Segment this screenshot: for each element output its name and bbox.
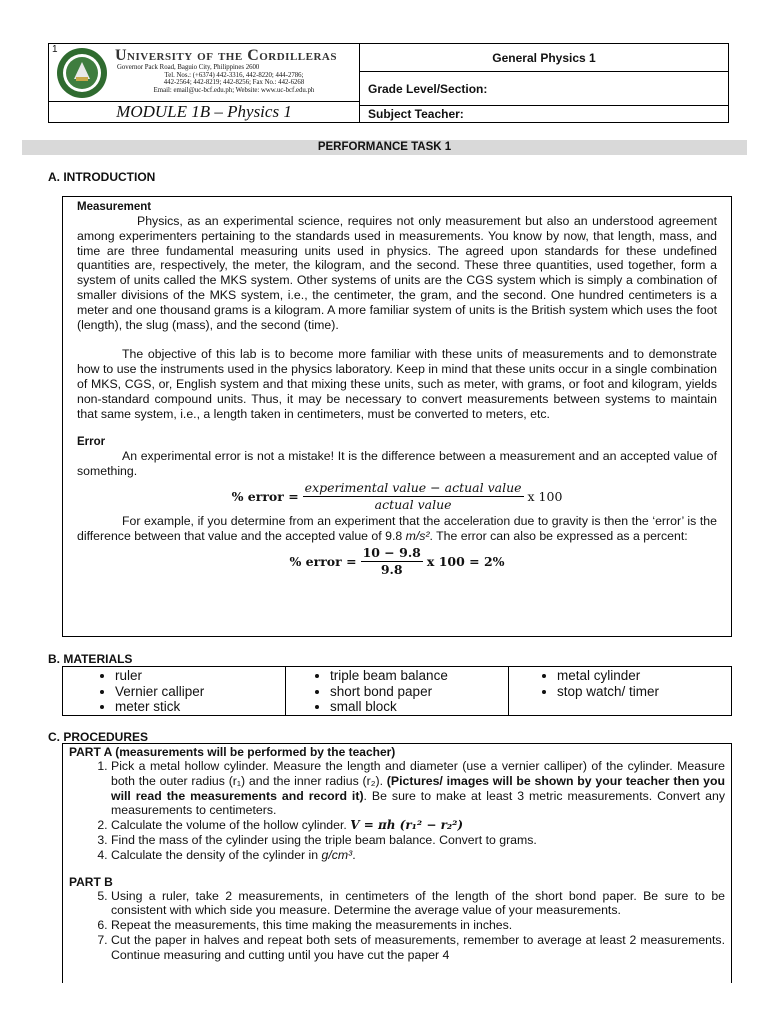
error-title: Error	[77, 436, 106, 449]
list-item: • stop watch/ timer	[557, 684, 731, 700]
example-text: For example, if you determine from an experiment that the acceleration due to gravity is then the ‘error’ is the difference between that value and the accepted value of 9.8	[77, 513, 717, 543]
subject-title: General Physics 1	[360, 44, 728, 72]
formula-denominator: 9.8	[380, 561, 403, 577]
grade-level-field[interactable]: Grade Level/Section:	[360, 72, 728, 106]
intro-box	[62, 196, 732, 637]
address-line: Tel. Nos.: (+6374) 442-3316, 442-8220; 444-2786;	[164, 71, 304, 79]
university-block	[49, 44, 359, 102]
address-line: 442-2564; 442-8219; 442-8256; Fax No.: 442-6268	[163, 79, 305, 87]
subject-teacher-field[interactable]: Subject Teacher:	[368, 107, 464, 121]
step-text: Pick a metal hollow cylinder. Measure the length and diameter (use a vernier calliper) of the cylinder. Measure both the outer radius (r₁) and the inner radius (r₂).	[111, 759, 725, 788]
step-text: .	[352, 847, 356, 862]
step-note: (Pictures/ images will be shown by your teacher then you will read the measurements and record it)	[111, 773, 725, 803]
part-a-title: PART A (measurements will be performed by the teacher)	[69, 745, 396, 759]
address-line: Governor Pack Road, Baguio City, Philippines 2600	[117, 64, 260, 71]
formula-lhs: % error =	[231, 488, 299, 504]
list-item: 7. Cut the paper in halves and repeat both sets of measurements, remember to average at least 2 measurements. Continue measuring and cutting until you have cut the paper 4	[111, 933, 725, 963]
materials-column	[509, 667, 731, 715]
list-item: • ruler	[115, 668, 285, 684]
formula-rhs: x 100 = 2%	[426, 553, 505, 569]
materials-column	[286, 667, 509, 715]
formula-numerator: 10 − 9.8	[362, 544, 421, 560]
list-item	[111, 818, 725, 833]
intro-heading: A. INTRODUCTION	[48, 170, 156, 184]
list-item: 5. Using a ruler, take 2 measurements, in centimeters of the length of the short bond paper. Be sure to be consistent with which side you measure. Determine the average value of your measurements.	[111, 889, 725, 919]
list-item: • metal cylinder	[557, 668, 731, 684]
part-b-steps	[69, 889, 725, 963]
example-text-end: . The error can also be expressed as a percent:	[429, 528, 688, 543]
formula-fraction	[361, 545, 423, 578]
step-text: . Be sure to make at least 3 metric measurements. Convert any measurements to centimeters.	[111, 788, 725, 818]
formula-rhs: x 100	[527, 488, 563, 504]
header-left	[49, 44, 360, 122]
materials-heading: B. MATERIALS	[48, 652, 133, 666]
task-title: PERFORMANCE TASK 1	[22, 140, 747, 155]
module-title: MODULE 1B – Physics 1	[116, 102, 292, 121]
step-text: Calculate the volume of the hollow cylinder.	[111, 818, 351, 833]
materials-table	[62, 666, 732, 716]
procedures-box	[62, 743, 732, 983]
list-item: • Vernier calliper	[115, 684, 285, 700]
intro-paragraph-1: Physics, as an experimental science, requires not only measurement but also an understood agreement among experimenters pertaining to the standards used in measurements. You know by now, that length, mass, and time are three fundamental measuring units used in physics. The agreed upon standards for these undefined quantities are, respectively, the meter, the kilogram, and the second. These three quantities, used together, form a system of units called the MKS system. Other systems of units are the CGS system which is simply a combination of smaller divisions of the MKS system, i.e., the centimeter, the gram, and the second. One hundred centimeters is a meter and one thousand grams is a kilogram. A more familiar system of units is the British system which uses the foot (length), the slug (mass), and the second (time).	[77, 214, 717, 332]
university-seal-icon	[49, 44, 115, 101]
part-a-steps	[69, 759, 725, 863]
page-number: 1	[52, 44, 58, 55]
university-info	[115, 44, 359, 101]
address-line: Email: email@uc-bcf.edu.ph; Website: www.uc-bcf.edu.ph	[153, 86, 315, 94]
list-item: 6. Repeat the measurements, this time making the measurements in inches.	[111, 918, 725, 933]
document-header	[48, 43, 729, 123]
materials-column	[63, 667, 286, 715]
list-item	[111, 848, 725, 863]
list-item: • small block	[330, 699, 508, 715]
part-b-title: PART B	[69, 874, 113, 889]
list-item	[111, 759, 725, 818]
header-right	[360, 44, 728, 122]
procedures-heading: C. PROCEDURES	[48, 730, 149, 744]
list-item: • meter stick	[115, 699, 285, 715]
density-unit: g/cm³	[321, 847, 353, 862]
volume-formula: V = πh (r₁² − r₂²)	[350, 818, 464, 833]
list-item: • triple beam balance	[330, 668, 508, 684]
step-text: Calculate the density of the cylinder in	[111, 847, 322, 862]
example-error-formula	[77, 545, 717, 578]
list-item: 3. Find the mass of the cylinder using the triple beam balance. Convert to grams.	[111, 833, 725, 848]
error-paragraph: An experimental error is not a mistake! It is the difference between a measurement and an accepted value of something.	[77, 449, 717, 479]
percent-error-formula	[77, 480, 717, 513]
formula-fraction	[303, 480, 524, 513]
measurement-title: Measurement	[77, 201, 152, 213]
formula-denominator: actual value	[374, 496, 452, 512]
intro-paragraph-2: The objective of this lab is to become more familiar with these units of measurements and to demonstrate how to use the instruments used in the physics laboratory. Keep in mind that these units occur in a single combination of MKS, CGS, or, English system and that mixing these units, such as meter, with grams, or foot and kilogram, yields non-standard compound units. Thus, it may be necessary to convert measurements between systems to maintain that same system, i.e., a length taken in centimeters, must be converted to meters, etc.	[77, 347, 717, 421]
example-unit: m/s²	[405, 528, 430, 543]
list-item: • short bond paper	[330, 684, 508, 700]
example-paragraph	[77, 514, 717, 544]
formula-numerator: experimental value − actual value	[304, 479, 522, 495]
university-name: University of the Cordilleras	[115, 47, 337, 64]
formula-lhs: % error =	[289, 553, 357, 569]
